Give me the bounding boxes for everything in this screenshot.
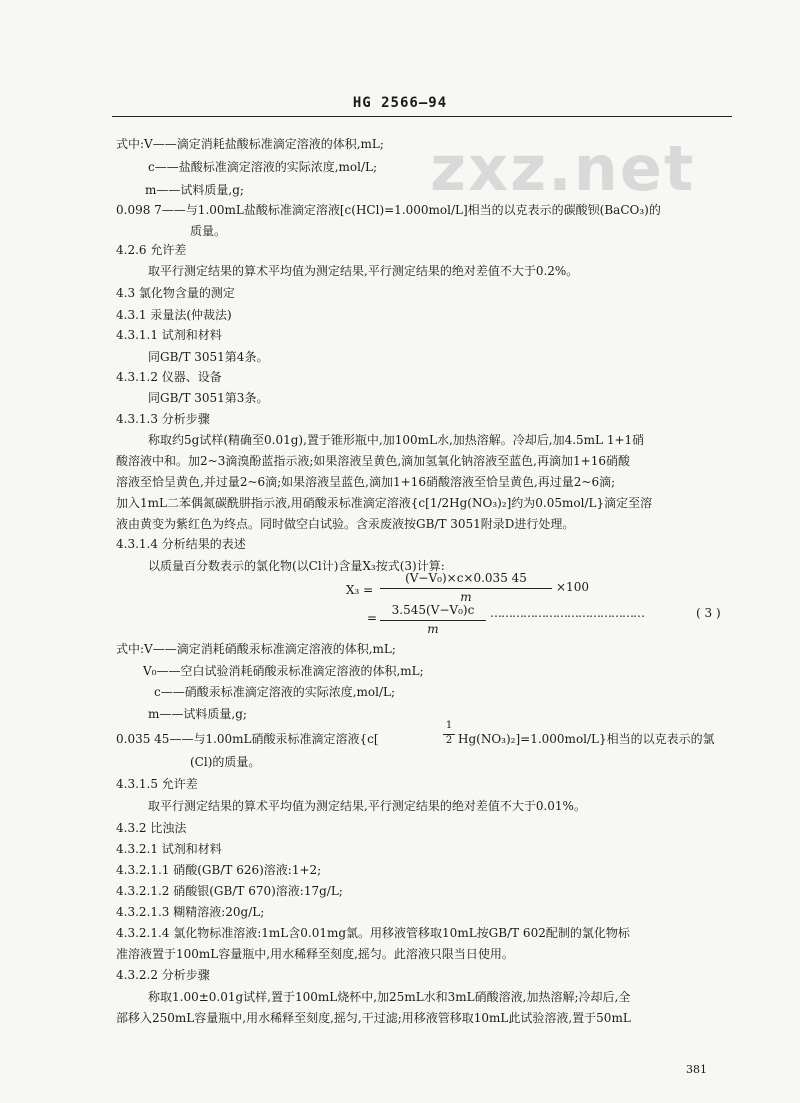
text-line: 0.035 45——与1.00mL硝酸汞标准滴定溶液{c[: [116, 732, 379, 746]
section-heading: 4.3.1 汞量法(仲裁法): [116, 308, 232, 322]
text-line: 0.098 7——与1.00mL盐酸标准滴定溶液[c(HCl)=1.000mol/L]相当的以克表示的碳酸钡(BaCO₃)的: [116, 203, 661, 217]
text-line: 称取1.00±0.01g试样,置于100mL烧杯中,加25mL水和3mL硝酸溶液,加热溶解;冷却后,全: [148, 990, 631, 1004]
section-heading: 4.3.2.2 分析步骤: [116, 968, 210, 982]
text-line: V₀——空白试验消耗硝酸汞标准滴定溶液的体积,mL;: [143, 664, 424, 678]
formula-numerator-1: (V−V₀)×c×0.035 45: [405, 571, 527, 585]
fraction-bar: [380, 588, 552, 589]
formula-numerator-2: 3.545(V−V₀)c: [391, 603, 475, 617]
text-line: 取平行测定结果的算术平均值为测定结果,平行测定结果的绝对差值不大于0.2%。: [148, 264, 579, 278]
formula-multiplier: ×100: [556, 580, 589, 594]
text-line: m——试料质量,g;: [145, 183, 244, 197]
text-line: 取平行测定结果的算术平均值为测定结果,平行测定结果的绝对差值不大于0.01%。: [148, 799, 586, 813]
text-line: 同GB/T 3051第3条。: [148, 391, 269, 405]
text-line: (Cl)的质量。: [190, 755, 261, 769]
text-line: c——盐酸标准滴定溶液的实际浓度,mol/L;: [148, 160, 378, 174]
half-denominator: 2: [445, 735, 453, 746]
section-heading: 4.2.6 允许差: [116, 243, 187, 257]
list-item: 4.3.2.1.4 氯化物标准溶液:1mL含0.01mg氯。用移液管移取10mL按GB/T 602配制的氯化物标: [116, 926, 630, 940]
page-header: HG 2566—94: [352, 95, 448, 111]
text-line: 质量。: [190, 224, 227, 238]
text-line: Hg(NO₃)₂]=1.000mol/L}相当的以克表示的氯: [458, 732, 715, 746]
text-line: 液由黄变为紫红色为终点。同时做空白试验。含汞废液按GB/T 3051附录D进行处理。: [116, 517, 575, 531]
section-heading: 4.3 氯化物含量的测定: [116, 286, 235, 300]
text-line: 式中:V——滴定消耗盐酸标准滴定溶液的体积,mL;: [116, 137, 384, 151]
formula-equals: =: [367, 611, 378, 625]
text-line: 称取约5g试样(精确至0.01g),置于锥形瓶中,加100mL水,加热溶解。冷却后,加4.5mL 1+1硝: [148, 433, 645, 447]
section-heading: 4.3.1.2 仪器、设备: [116, 370, 222, 384]
section-heading: 4.3.2 比浊法: [116, 821, 187, 835]
section-heading: 4.3.1.3 分析步骤: [116, 412, 210, 426]
header-rule: [112, 116, 732, 117]
text-line: m——试料质量,g;: [148, 707, 247, 721]
section-heading: 4.3.2.1 试剂和材料: [116, 842, 222, 856]
formula-leader: ……………………………………: [490, 606, 644, 620]
section-heading: 4.3.1.5 允许差: [116, 777, 198, 791]
text-line: 准溶液置于100mL容量瓶中,用水稀释至刻度,摇匀。此溶液只限当日使用。: [116, 947, 514, 961]
list-item: 4.3.2.1.1 硝酸(GB/T 626)溶液:1+2;: [116, 863, 322, 877]
list-item: 4.3.2.1.2 硝酸银(GB/T 670)溶液:17g/L;: [116, 884, 343, 898]
list-item: 4.3.2.1.3 糊精溶液:20g/L;: [116, 905, 265, 919]
page-number: 381: [686, 1063, 707, 1076]
equation-number: ( 3 ): [696, 606, 721, 620]
watermark: zxz.net: [430, 132, 696, 205]
fraction-bar: [380, 620, 486, 621]
formula-lhs: X₃ =: [346, 583, 374, 597]
text-line: 酸溶液中和。加2~3滴溴酚蓝指示液;如果溶液呈黄色,滴加氢氧化钠溶液至蓝色,再滴加1+16硝酸: [116, 454, 630, 468]
formula-denominator-1: m: [460, 590, 472, 604]
text-line: 以质量百分数表示的氯化物(以Cl计)含量X₃按式(3)计算:: [148, 559, 445, 573]
section-heading: 4.3.1.4 分析结果的表述: [116, 537, 246, 551]
section-heading: 4.3.1.1 试剂和材料: [116, 328, 222, 342]
text-line: 部移入250mL容量瓶中,用水稀释至刻度,摇匀,干过滤;用移液管移取10mL此试验溶液,置于50mL: [116, 1011, 631, 1025]
text-line: c——硝酸汞标准滴定溶液的实际浓度,mol/L;: [154, 685, 396, 699]
text-line: 同GB/T 3051第4条。: [148, 350, 269, 364]
half-numerator: 1: [445, 720, 453, 731]
text-line: 加入1mL二苯偶氮碳酰肼指示液,用硝酸汞标准滴定溶液{c[1/2Hg(NO₃)₂]约为0.05mol/L}滴定至溶: [116, 496, 653, 510]
text-line: 式中:V——滴定消耗硝酸汞标准滴定溶液的体积,mL;: [116, 642, 396, 656]
formula-denominator-2: m: [427, 622, 439, 636]
text-line: 溶液至恰呈黄色,并过量2~6滴;如果溶液呈蓝色,滴加1+16硝酸溶液至恰呈黄色,再过量2~6滴;: [116, 475, 616, 489]
